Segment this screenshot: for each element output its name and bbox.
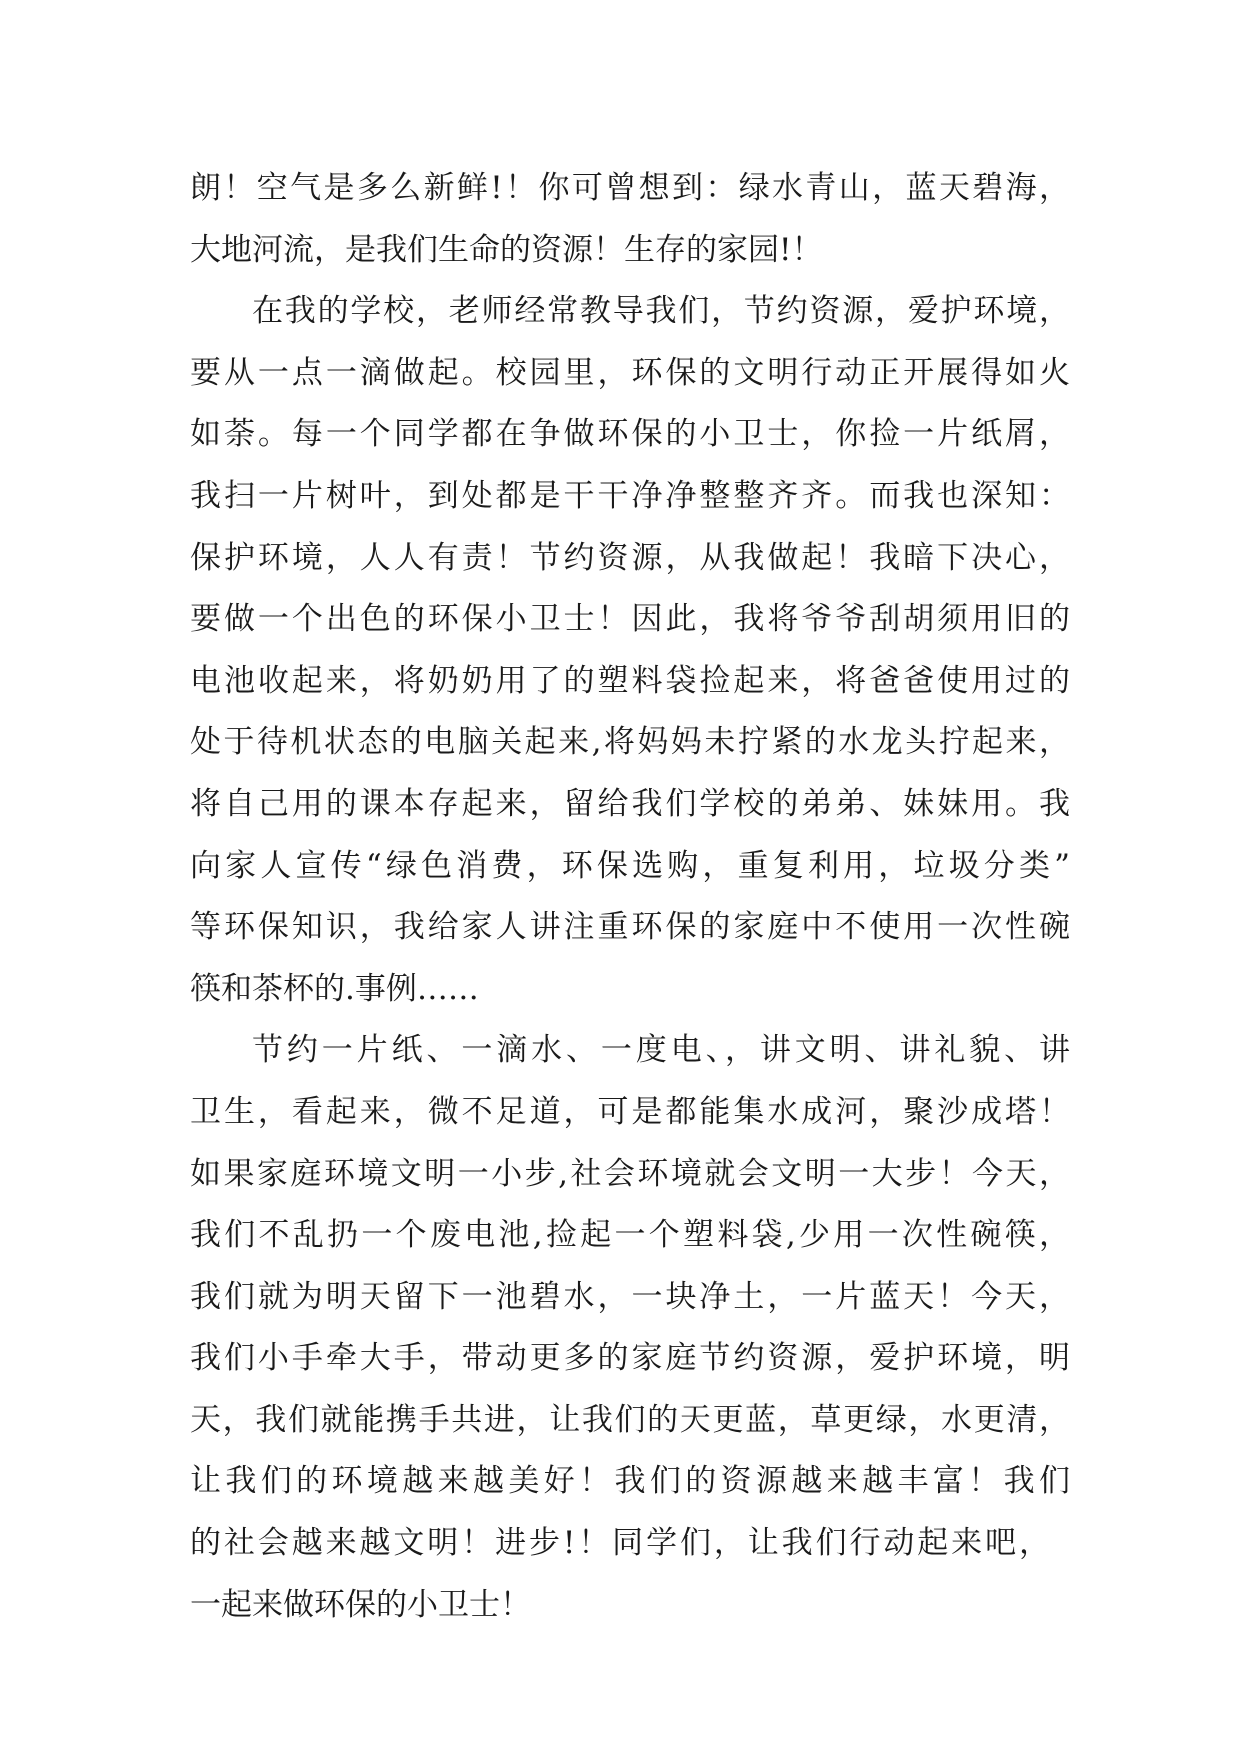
text-line: 如果家庭环境文明一小步,社会环境就会文明一大步！今天，: [190, 1155, 1070, 1192]
text-line: 如荼。每一个同学都在争做环保的小卫士，你捡一片纸屑，: [190, 416, 1070, 453]
text-line: 大地河流，是我们生命的资源！生存的家园!！: [190, 231, 823, 268]
text-line: 将自己用的课本存起来，留给我们学校的弟弟、妹妹用。我: [190, 785, 1070, 822]
text-line: 我们就为明天留下一池碧水，一块净土，一片蓝天！今天，: [190, 1278, 1070, 1315]
text-line: 保护环境，人人有责！节约资源，从我做起！我暗下决心，: [190, 539, 1070, 576]
text-line: 筷和茶杯的.事例……: [190, 970, 479, 1007]
text-line: 让我们的环境越来越美好！我们的资源越来越丰富！我们: [190, 1463, 1070, 1500]
text-line: 卫生，看起来，微不足道，可是都能集水成河，聚沙成塔！: [190, 1093, 1070, 1130]
text-line: 一起来做环保的小卫士！: [190, 1586, 531, 1623]
text-line: 要做一个出色的环保小卫士！因此，我将爷爷刮胡须用旧的: [190, 601, 1070, 638]
text-line: 节约一片纸、一滴水、一度电、，讲文明、讲礼貌、讲: [252, 1032, 1070, 1069]
text-line: 朗！空气是多么新鲜!！你可曾想到：绿水青山，蓝天碧海，: [190, 170, 1070, 206]
body-text: [190, 158, 1070, 1636]
text-line: 在我的学校，老师经常教导我们，节约资源，爱护环境，: [252, 293, 1070, 330]
text-line: 天，我们就能携手共进，让我们的天更蓝，草更绿，水更清，: [190, 1401, 1070, 1438]
text-line: 我扫一片树叶，到处都是干干净净整整齐齐。而我也深知：: [190, 477, 1070, 514]
text-line: 我们不乱扔一个废电池,捡起一个塑料袋,少用一次性碗筷，: [190, 1217, 1070, 1254]
text-line: 我们小手牵大手，带动更多的家庭节约资源，爱护环境，明: [190, 1340, 1070, 1377]
text-line: 的社会越来越文明！进步!！同学们，让我们行动起来吧，: [190, 1525, 1050, 1562]
text-line: 向家人宣传“绿色消费，环保选购，重复利用，垃圾分类”: [190, 847, 1070, 884]
text-line: 等环保知识，我给家人讲注重环保的家庭中不使用一次性碗: [190, 909, 1070, 946]
text-line: 电池收起来，将奶奶用了的塑料袋捡起来，将爸爸使用过的: [190, 662, 1070, 699]
text-line: 要从一点一滴做起。校园里，环保的文明行动正开展得如火: [190, 354, 1070, 391]
text-line: 处于待机状态的电脑关起来,将妈妈未拧紧的水龙头拧起来，: [190, 724, 1070, 761]
